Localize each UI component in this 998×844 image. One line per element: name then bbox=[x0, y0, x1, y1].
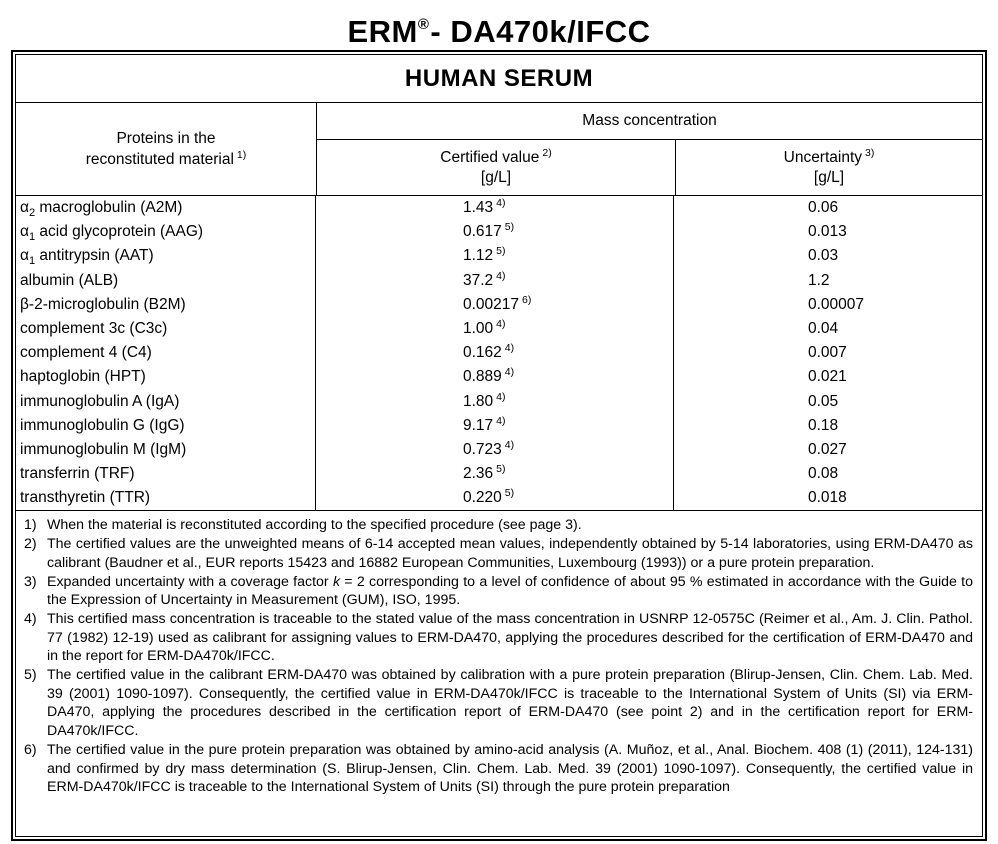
footnote-ref: 2) bbox=[542, 146, 552, 159]
uncertainty-column-header: Uncertainty $^{3)}$ [g/L] bbox=[783, 146, 875, 186]
certified-value: 0.617 bbox=[463, 223, 502, 241]
table-row bbox=[16, 196, 982, 220]
protein-name: complement 4 (C4) bbox=[20, 344, 152, 362]
footnote bbox=[21, 573, 974, 610]
footnote-text: When the material is reconstituted according to the specified procedure (see page 3). bbox=[47, 517, 582, 534]
table-row bbox=[16, 269, 982, 293]
certified-value: 9.17 bbox=[463, 416, 494, 434]
protein-name: antitrypsin (AAT) bbox=[35, 247, 154, 265]
protein-name: albumin (ALB) bbox=[20, 271, 119, 289]
table-row bbox=[16, 414, 982, 438]
footnote-ref: 4) bbox=[496, 414, 506, 427]
footnote-ref: 5) bbox=[496, 245, 506, 258]
table-row bbox=[16, 365, 982, 389]
certified-value-cell bbox=[316, 317, 674, 341]
certified-value: 0.220 bbox=[463, 489, 502, 507]
certified-value: 0.00217 bbox=[463, 295, 520, 313]
uncertainty-cell bbox=[674, 462, 982, 486]
uncertainty-value: 0.007 bbox=[808, 344, 847, 362]
certified-value-cell bbox=[316, 293, 674, 317]
table-row bbox=[16, 341, 982, 365]
greek-subscript: 1 bbox=[28, 231, 36, 244]
registered-trademark-symbol: ® bbox=[417, 16, 430, 33]
certified-value-cell bbox=[316, 220, 674, 244]
footnote-number: 4) bbox=[24, 610, 37, 627]
footnote-ref: 4) bbox=[504, 342, 515, 355]
certified-value: 0.889 bbox=[463, 368, 502, 386]
table-row bbox=[16, 462, 982, 486]
proteins-header-line1: Proteins in the bbox=[116, 130, 216, 147]
uncertainty-value: 0.018 bbox=[808, 489, 847, 507]
greek-letter: α bbox=[20, 199, 29, 216]
protein-name-cell bbox=[16, 462, 316, 486]
certified-value-cell bbox=[316, 486, 674, 510]
mass-concentration-header: Mass concentration bbox=[317, 103, 982, 140]
footnote-text: The certified value in the calibrant ERM-DA470 was obtained by calibration with a pure protein preparation (Blirup-Jensen, Clin. Chem. Lab. Med. 39 (2001) 1090-1097). Consequently, the certified value in ERM-DA470k/IFCC is traceable to the International System of Units (SI) via ERM-DA470, applying the procedures described in the certification report of ERM-DA470 (see point 2) and in the certification report for ERM-DA470k/IFCC. bbox=[47, 667, 973, 740]
footnote-text: The certified values are the unweighted means of 6-14 accepted mean values, independently obtained by 5-14 laboratories, using ERM-DA470 as calibrant (Baudner et al., EUR reports 15423 and 16882 European Communities, Luxembourg (1993)) or a pure protein preparation. bbox=[47, 536, 973, 571]
uncertainty-value: 0.03 bbox=[808, 247, 839, 265]
uncertainty-value: 0.00007 bbox=[808, 295, 865, 313]
table-row bbox=[16, 220, 982, 244]
table-header bbox=[16, 103, 982, 196]
table-row bbox=[16, 390, 982, 414]
footnote bbox=[21, 741, 974, 797]
footnote-ref: 4) bbox=[504, 438, 515, 451]
uncertainty-cell bbox=[674, 486, 982, 510]
footnote-number: 5) bbox=[24, 667, 37, 684]
certified-value: 1.80 bbox=[463, 392, 494, 410]
protein-name-cell bbox=[16, 341, 316, 365]
protein-name: complement 3c (C3c) bbox=[20, 319, 168, 337]
sub-header-row bbox=[317, 140, 982, 195]
italic-symbol: k bbox=[332, 573, 341, 590]
uncertainty-value: 0.027 bbox=[808, 440, 847, 458]
footnote bbox=[21, 516, 974, 535]
uncertainty-cell bbox=[674, 293, 982, 317]
certified-value: 37.2 bbox=[463, 271, 494, 289]
protein-name-cell bbox=[16, 269, 316, 293]
table-caption: HUMAN SERUM bbox=[16, 55, 982, 103]
footnote-ref: 6) bbox=[522, 293, 532, 306]
footnote-text: The certified value in the pure protein preparation was obtained by amino-acid analysis (A. Muñoz, et al., Anal. Biochem. 408 (1) (2011), 124-131) and confirmed by dry mass determination (S. Blirup-Jensen, Clin. Chem. Lab. Med. 39 (2001) 1090-1097). Consequently, the certified value in ERM-DA470k/IFCC is traceable to the International System of Units (SI) through the pure protein preparation bbox=[47, 741, 973, 796]
certified-value: 1.00 bbox=[463, 319, 494, 337]
footnote-ref: 5) bbox=[504, 487, 515, 500]
greek-letter: β bbox=[20, 295, 29, 313]
certified-value-unit: [g/L] bbox=[480, 168, 512, 186]
certified-value-column-header: Certified value $^{2)}$ [g/L] bbox=[317, 140, 676, 195]
footnote-ref: 4) bbox=[496, 317, 506, 330]
certified-value: 0.723 bbox=[463, 440, 502, 458]
protein-name-cell bbox=[16, 293, 316, 317]
table-row bbox=[16, 293, 982, 317]
certified-value-cell bbox=[316, 196, 674, 220]
certified-value: 1.43 bbox=[463, 199, 494, 216]
footnote-ref: 3) bbox=[865, 146, 875, 159]
footnote-ref: 4) bbox=[496, 197, 506, 209]
protein-name: transthyretin (TTR) bbox=[20, 489, 151, 507]
certified-value-cell bbox=[316, 438, 674, 462]
certified-value-cell bbox=[316, 414, 674, 438]
certified-value-cell bbox=[316, 244, 674, 268]
footnote-ref: 4) bbox=[504, 366, 515, 379]
uncertainty-value: 0.06 bbox=[808, 199, 839, 216]
footnote-number: 2) bbox=[24, 536, 37, 553]
table-row bbox=[16, 438, 982, 462]
greek-subscript: 1 bbox=[28, 255, 36, 268]
protein-name-cell bbox=[16, 220, 316, 244]
certified-value-cell bbox=[316, 462, 674, 486]
certified-value: 1.12 bbox=[463, 247, 494, 265]
uncertainty-cell bbox=[674, 244, 982, 268]
greek-letter: α bbox=[20, 223, 29, 241]
protein-name: immunoglobulin M (IgM) bbox=[20, 440, 187, 458]
uncertainty-cell bbox=[674, 414, 982, 438]
title-prefix: ERM bbox=[347, 14, 418, 49]
uncertainty-cell bbox=[674, 317, 982, 341]
protein-name-cell bbox=[16, 196, 316, 220]
proteins-column-header bbox=[16, 103, 317, 195]
uncertainty-value: 0.08 bbox=[808, 465, 839, 483]
title-suffix: - DA470k/IFCC bbox=[430, 14, 651, 49]
footnote-number: 6) bbox=[24, 741, 37, 758]
footnote-text: Expanded uncertainty with a coverage factor k = 2 corresponding to a level of confidence of about 95 % estimated in accordance with the Guide to the Expression of Uncertainty in Measurement (GUM), ISO, 1995. bbox=[47, 573, 973, 609]
certified-value-cell bbox=[316, 390, 674, 414]
document-title bbox=[0, 0, 998, 50]
footnote-ref: 4) bbox=[496, 390, 506, 403]
greek-letter: α bbox=[20, 247, 29, 265]
uncertainty-value: 0.04 bbox=[808, 319, 839, 337]
protein-name: immunoglobulin A (IgA) bbox=[20, 392, 180, 410]
footnote-ref: 5) bbox=[504, 221, 515, 234]
uncertainty-cell bbox=[674, 341, 982, 365]
protein-name: acid glycoprotein (AAG) bbox=[35, 223, 204, 241]
footnote-number: 3) bbox=[24, 573, 37, 590]
uncertainty-cell bbox=[674, 269, 982, 293]
uncertainty-value: 0.013 bbox=[808, 223, 847, 241]
certified-value-cell bbox=[316, 365, 674, 389]
uncertainty-cell bbox=[674, 365, 982, 389]
uncertainty-value: 0.021 bbox=[808, 368, 847, 386]
uncertainty-value: 0.18 bbox=[808, 416, 839, 434]
certified-value: 0.162 bbox=[463, 344, 502, 362]
protein-name-cell bbox=[16, 438, 316, 462]
protein-name-cell bbox=[16, 486, 316, 510]
protein-name: transferrin (TRF) bbox=[20, 465, 135, 483]
uncertainty-cell bbox=[674, 220, 982, 244]
mass-concentration-header-group bbox=[317, 103, 982, 195]
table-row bbox=[16, 244, 982, 268]
footnote bbox=[21, 610, 974, 666]
protein-name-cell bbox=[16, 414, 316, 438]
footnote-ref: 1) bbox=[236, 149, 247, 161]
uncertainty-value: 1.2 bbox=[808, 271, 830, 289]
certified-value-cell bbox=[316, 341, 674, 365]
table-row bbox=[16, 317, 982, 341]
certificate-table-outer-border bbox=[11, 50, 987, 841]
certified-value: 2.36 bbox=[463, 465, 494, 483]
protein-name: immunoglobulin G (IgG) bbox=[20, 416, 185, 434]
protein-name: macroglobulin (A2M) bbox=[35, 199, 183, 216]
footnote bbox=[21, 666, 974, 741]
table-rows bbox=[16, 196, 982, 511]
footnote-text: This certified mass concentration is traceable to the stated value of the mass concentration in USNRP 12-0575C (Reimer et al., Am. J. Clin. Pathol. 77 (1982) 12-19) used as calibrant for assigning values to ERM-DA470, applying the procedures described for the certification of ERM-DA470 and in the report for ERM-DA470k/IFCC. bbox=[47, 610, 973, 665]
uncertainty-value: 0.05 bbox=[808, 392, 839, 410]
protein-name-cell bbox=[16, 317, 316, 341]
uncertainty-cell bbox=[674, 390, 982, 414]
protein-name-cell bbox=[16, 390, 316, 414]
footnote bbox=[21, 535, 974, 572]
certified-value-cell bbox=[316, 269, 674, 293]
protein-name: -2-microglobulin (B2M) bbox=[28, 295, 186, 313]
greek-subscript: 2 bbox=[28, 207, 36, 220]
footnote-number: 1) bbox=[24, 517, 37, 534]
uncertainty-unit: [g/L] bbox=[813, 168, 845, 186]
proteins-header-line2: reconstituted material $^{1)}$ bbox=[85, 149, 247, 168]
protein-name-cell bbox=[16, 244, 316, 268]
uncertainty-cell bbox=[674, 438, 982, 462]
protein-name-cell bbox=[16, 365, 316, 389]
protein-name: haptoglobin (HPT) bbox=[20, 368, 146, 386]
uncertainty-cell bbox=[674, 196, 982, 220]
footnotes bbox=[16, 511, 982, 836]
certificate-table bbox=[15, 54, 983, 837]
table-row bbox=[16, 486, 982, 510]
footnote-ref: 4) bbox=[496, 269, 506, 282]
footnote-ref: 5) bbox=[496, 463, 506, 476]
